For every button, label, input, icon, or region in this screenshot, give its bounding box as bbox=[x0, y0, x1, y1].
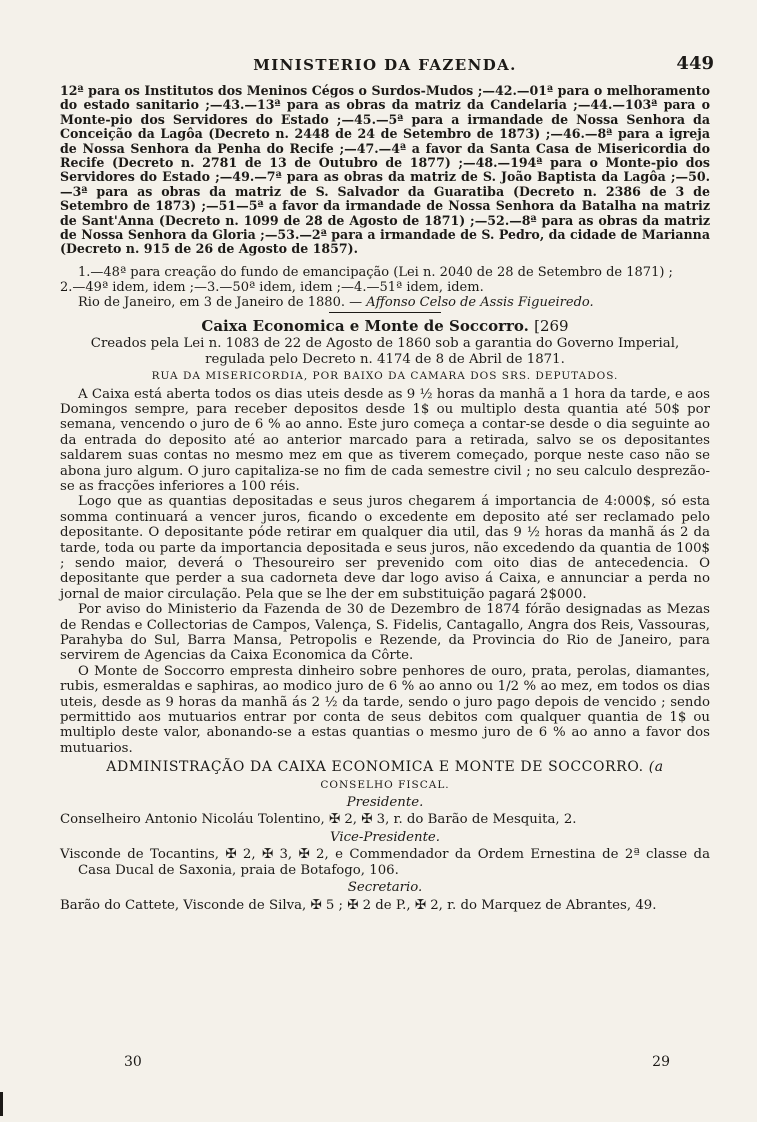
section-title-line bbox=[60, 316, 710, 335]
date-signature-line: Rio de Janeiro, em 3 de Janeiro de 1880. — Affonso Celso de Assis Figueiredo. bbox=[78, 294, 594, 310]
date-line: Rio de Janeiro, em 3 de Janeiro de 1880. bbox=[78, 294, 345, 310]
footnotes bbox=[60, 265, 710, 310]
page-number: 449 bbox=[676, 53, 714, 74]
address: RUA DA MISERICORDIA, POR BAIXO DA CAMARA DOS SRS. DEPUTADOS. bbox=[151, 370, 619, 383]
administration-title-ref: (a bbox=[648, 759, 664, 776]
paragraph-3: Por aviso do Ministerio da Fazenda de 30 de Dezembro de 1874 fórão designadas as Mezas de Rendas e Collectorias de Campos, Valença, S. Fidelis, Cantagallo, Angra dos Reis, Vassouras, Parahyba do Sul, Barra Mansa, Petropolis e Rezende, da Provincia do Rio de Janeiro, para servirem de Agencias da Caixa Economica da Côrte. bbox=[60, 602, 710, 664]
intro: Creados pela Lei n. 1083 de 22 de Agosto de 1860 sob a garantia do Governo Imperial, regulada pelo Decreto n. 4174 de 8 de Abril de 1871. bbox=[90, 336, 680, 367]
footnote-line-2: 2.—49ª idem, idem ;—3.—50ª idem, idem ;—4.—51ª idem, idem. bbox=[60, 279, 484, 295]
role-secretary: Secretario. bbox=[347, 880, 423, 896]
role-vice-president: Vice-Presidente. bbox=[329, 829, 441, 845]
paragraph-1: A Caixa está aberta todos os dias uteis desde as 9 ½ horas da manhã a 1 hora da tarde, e aos Domingos sempre, para receber depositos desde 1$ ou multiplo desta quantia até 50$ por semana, vencendo o juro de 6 % ao anno. Este juro começa a contar-se desde o dia seguinte ao da entrada do deposito até ao anterior marcado para a retirada, salvo se os depositantes saldarem suas contas no mesmo mez em que as tiverem começado, porque neste caso não se abona juro algum. O juro capitaliza-se no fim de cada semestre civil ; no seu calculo desprezão-se as fracções inferiores a 100 réis. bbox=[60, 386, 710, 494]
administration-title-line bbox=[60, 760, 710, 775]
member-president: Conselheiro Antonio Nicoláu Tolentino, ✠ 2, ✠ 3, r. do Barão de Mesquita, 2. bbox=[60, 812, 577, 828]
section-title: Caixa Economica e Monte de Soccorro. bbox=[201, 316, 529, 335]
paragraph-2: Logo que as quantias depositadas e seus juros chegarem á importancia de 4:000$, só esta somma continuará a vencer juros, ficando o excedente em deposito até ser reclamado pelo depositante. O depositante póde retirar em qualquer dia util, das 9 ½ horas da manhã ás 2 da tarde, toda ou parte da importancia depositada e seus juros, não excedendo da quantia de 100$ ; sendo maior, deverá o Thesoureiro ser prevenido com oito dias de antecedencia. O depositante que perder a sua cadorneta deve dar logo aviso á Caixa, e annunciar a perda no jornal de maior circulação. Pela que se lhe der em substituição pagará 2$000. bbox=[60, 494, 710, 602]
divider-rule bbox=[329, 312, 441, 313]
footnote-line-1: 1.—48ª para creação do fundo de emancipação (Lei n. 2040 de 28 de Setembro de 1871) ; bbox=[78, 264, 673, 280]
signature: Affonso Celso de Assis Figueiredo. bbox=[366, 294, 594, 310]
section-ref: [269 bbox=[534, 316, 569, 335]
member-vice-president: Visconde de Tocantins, ✠ 2, ✠ 3, ✠ 2, e Commendador da Ordem Ernestina de 2ª classe da Casa Ducal de Saxonia, praia de Botafogo, 106. bbox=[60, 847, 710, 878]
member-secretary: Barão do Cattete, Visconde de Silva, ✠ 5 ; ✠ 2 de P., ✠ 2, r. do Marquez de Abrantes, 49. bbox=[60, 897, 657, 913]
administration-title: ADMINISTRAÇÃO DA CAIXA ECONOMICA E MONTE DE SOCCORRO. bbox=[106, 759, 644, 776]
top-paragraph: 12ª para os Institutos dos Meninos Cégos o Surdos-Mudos ;—42.—01ª para o melhoramento do estado sanitario ;—43.—13ª para as obras da matriz da Candelaria ;—44.—103ª para o Monte-pio dos Servidores do Estado ;—45.—5ª para a irmandade de Nossa Senhora da Conceição da Lagôa (Decreto n. 2448 de 24 de Setembro de 1873) ;—46.—8ª para a igreja de Nossa Senhora da Penha do Recife ;—47.—4ª a favor da Santa Casa de Misericordia do Recife (Decreto n. 2781 de 13 de Outubro de 1877) ;—48.—194ª para o Monte-pio dos Servidores do Estado ;—49.—7ª para as obras da matriz de S. João Baptista da Lagôa ;—50.—3ª para as obras da matriz de S. Salvador da Guaratiba (Decreto n. 2386 de 3 de Setembro de 1873) ;—51—5ª a favor da irmandade de Nossa Senhora da Batalha na matriz de Sant'Anna (Decreto n. 1099 de 28 de Agosto de 1871) ;—52.—8ª para as obras da matriz de Nossa Senhora da Gloria ;—53.—2ª para a irmandade de S. Pedro, da cidade de Marianna (Decreto n. 915 de 26 de Agosto de 1857). bbox=[60, 83, 710, 257]
page-title: MINISTERIO DA FAZENDA. bbox=[253, 56, 517, 74]
footer-right-number: 29 bbox=[652, 1054, 670, 1070]
paragraph-4: O Monte de Soccorro empresta dinheiro sobre penhores de ouro, prata, perolas, diamantes, rubis, esmeraldas e saphiras, ao modico juro de 6 % ao anno ou 1/2 % ao mez, em todos os dias uteis, desde as 9 horas da manhã ás 2 ½ da tarde, sendo o juro pago depois de vencido ; sendo permittido aos mutuarios entrar por conta de seus debitos com qualquer quantia de 1$ ou multiplo deste valor, abonando-se a estas quantias o mesmo juro de 6 % ao anno a favor dos mutuarios. bbox=[60, 663, 710, 756]
footer-left-number: 30 bbox=[124, 1054, 142, 1070]
council-heading: CONSELHO FISCAL. bbox=[320, 778, 450, 791]
scan-edge-mark bbox=[0, 1092, 3, 1116]
role-president: Presidente. bbox=[346, 795, 424, 811]
document-page bbox=[60, 53, 714, 913]
page-header bbox=[60, 53, 714, 84]
